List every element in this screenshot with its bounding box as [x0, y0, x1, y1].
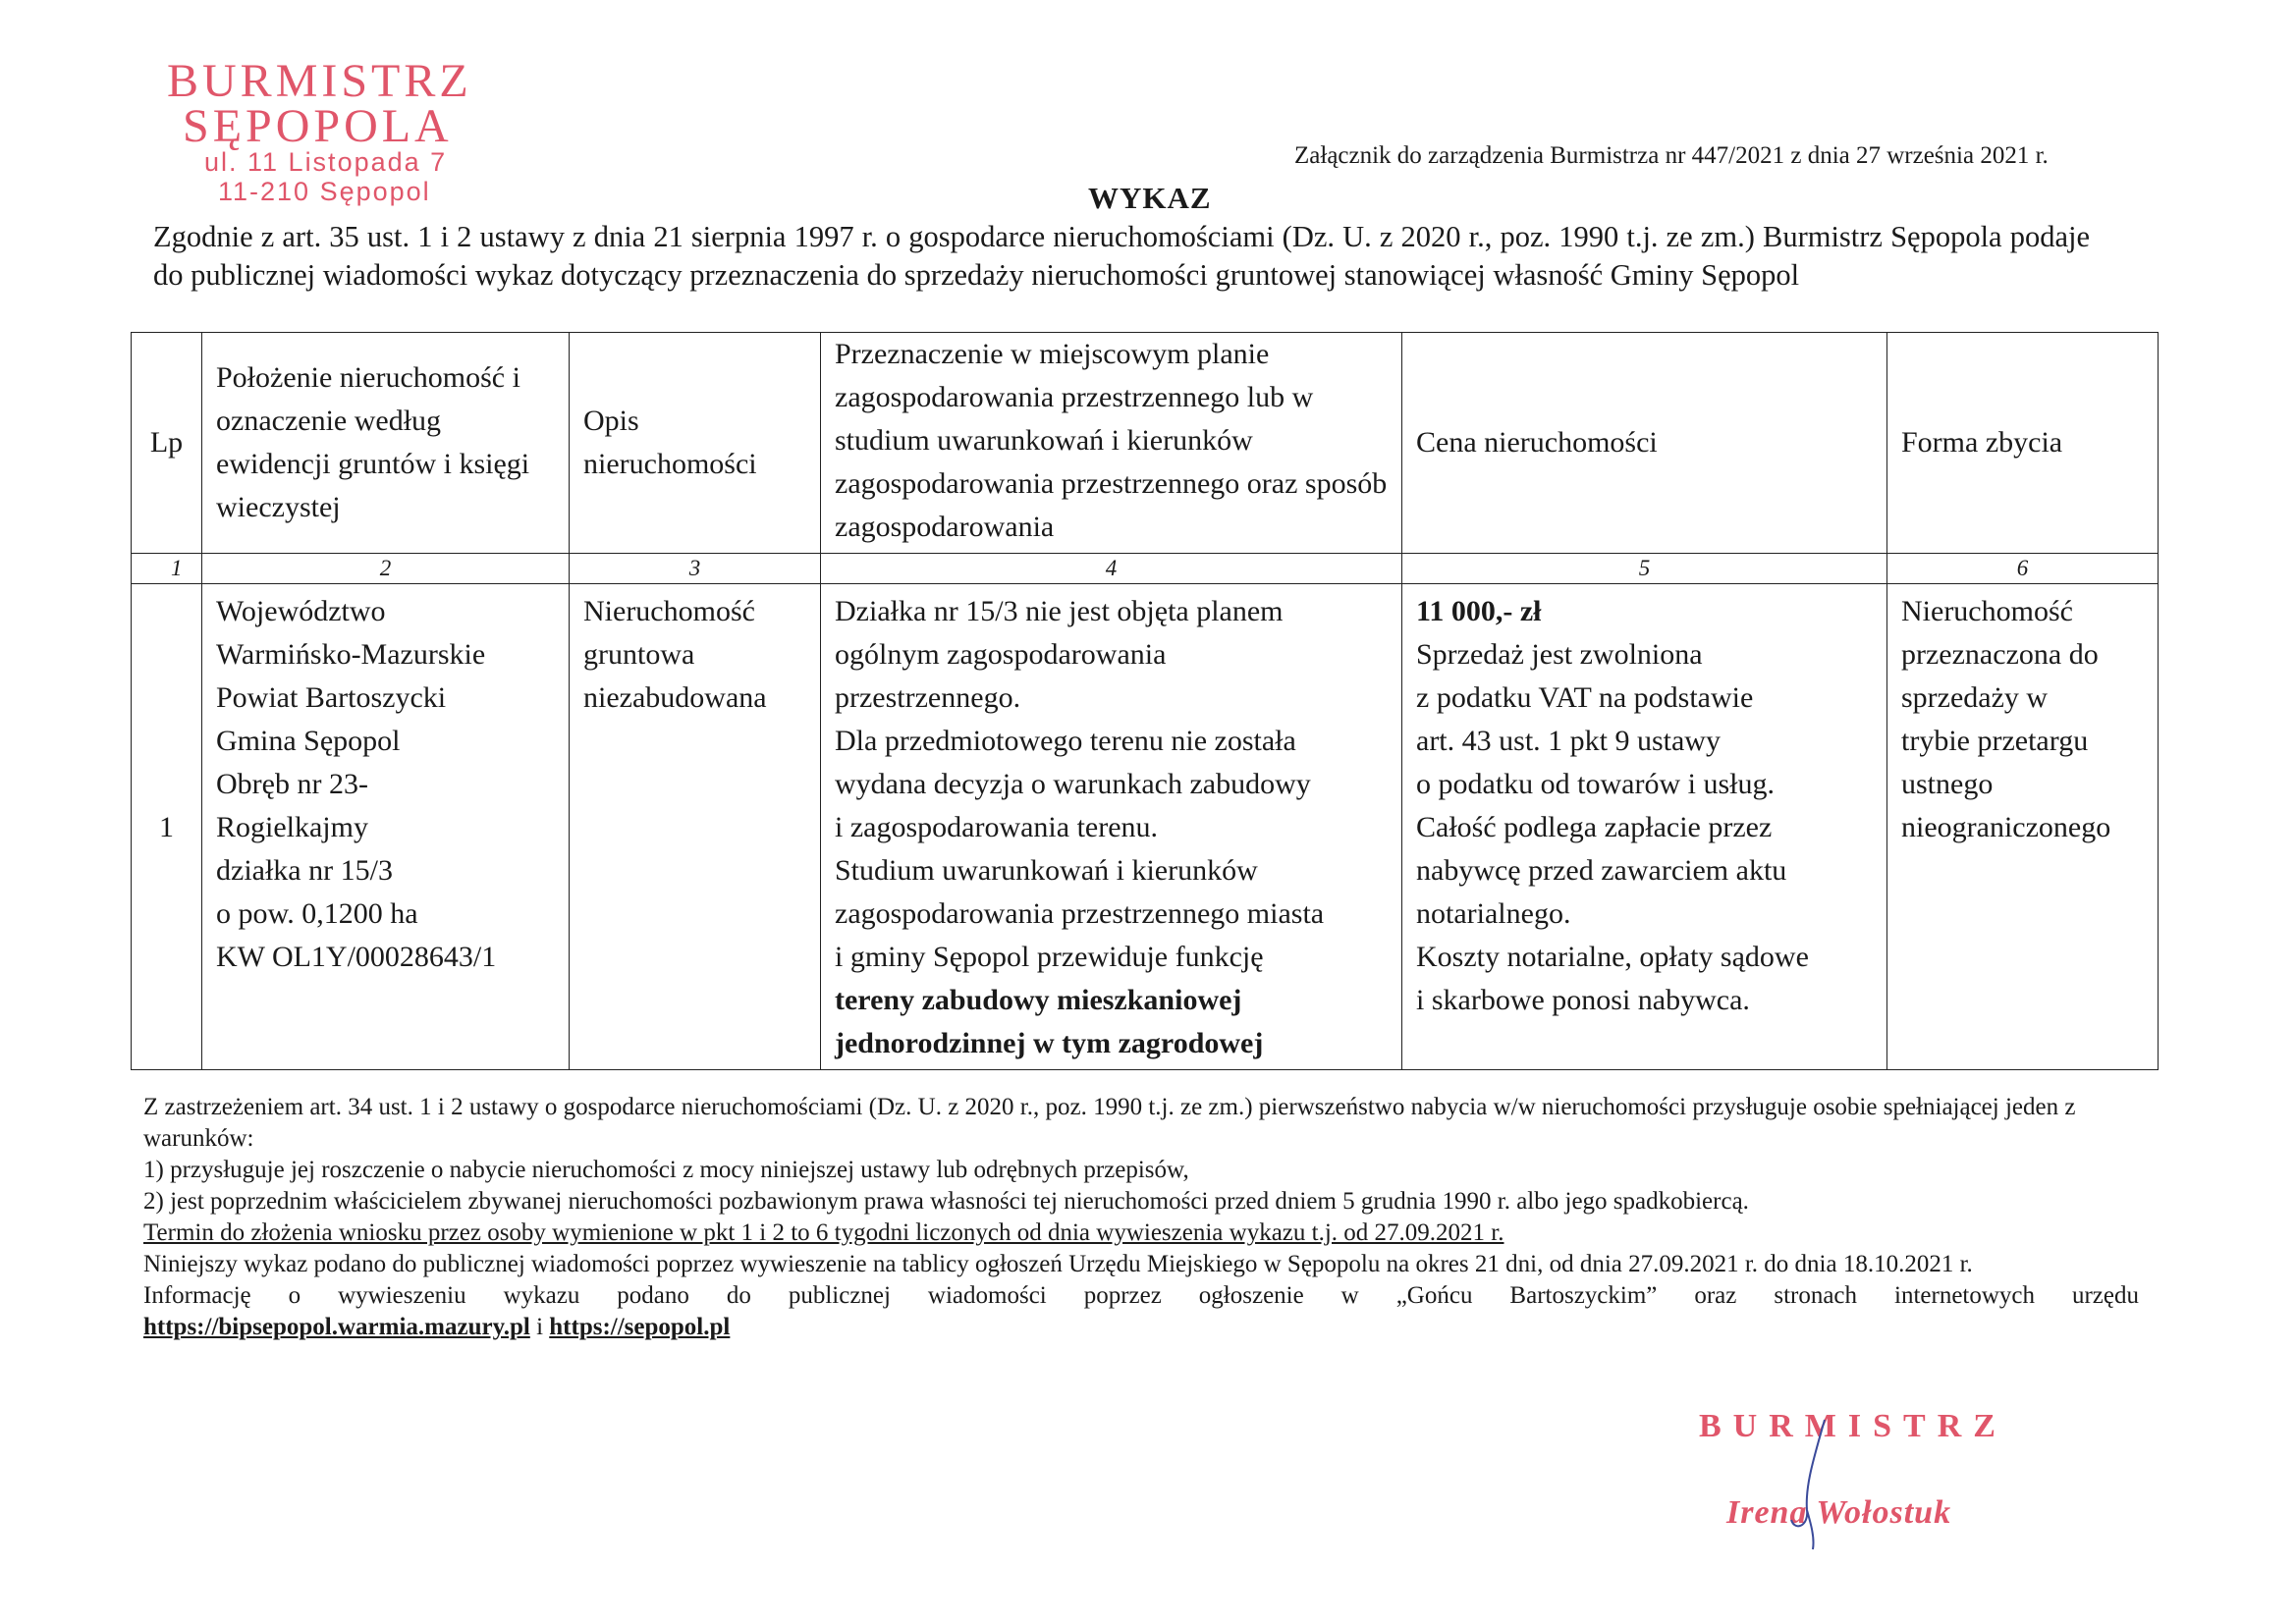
column-number: 5 [1402, 554, 1887, 584]
column-number: 1 [132, 554, 202, 584]
table-number-row [132, 554, 2159, 584]
column-number: 6 [1887, 554, 2159, 584]
purpose-line: ogólnym zagospodarowania [835, 638, 1167, 671]
column-number: 3 [570, 554, 821, 584]
row-form [1887, 584, 2159, 1070]
handwritten-signature-icon [1785, 1416, 1844, 1553]
purpose-line: i zagospodarowania terenu. [835, 811, 1159, 843]
purpose-function-line: jednorodzinnej w tym zagrodowej [835, 1027, 1264, 1059]
form-line: trybie przetargu [1901, 725, 2089, 757]
price-line: nabywcę przed zawarciem aktu [1416, 854, 1787, 887]
location-line: Warmińsko-Mazurskie [216, 638, 486, 671]
purpose-line: Dla przedmiotowego terenu nie została [835, 725, 1296, 757]
description-line: gruntowa [583, 638, 695, 671]
table-row [132, 584, 2159, 1070]
footer-notes [143, 1092, 2139, 1343]
row-description [570, 584, 821, 1070]
signature-title: BURMISTRZ [1699, 1408, 2007, 1444]
posting-note: Niniejszy wykaz podano do publicznej wiadomości poprzez wywieszenie na tablicy ogłoszeń Urzędu Miejskiego w Sępopolu na okres 21 dni, od dnia 27.09.2021 r. do dnia 18.10.2021 r. [143, 1251, 1973, 1277]
header-price: Cena nieruchomości [1402, 333, 1887, 554]
location-line: Rogielkajmy [216, 811, 368, 843]
description-line: Nieruchomość [583, 595, 755, 627]
form-line: nieograniczonego [1901, 811, 2111, 843]
location-line: Gmina Sępopol [216, 725, 401, 757]
condition-item-2: 2) jest poprzednim właścicielem zbywanej nieruchomości pozbawionym prawa własności tej nieruchomości przed dniem 5 grudnia 1990 r. albo jego spadkobiercą. [143, 1188, 1749, 1215]
stamp-line-1: BURMISTRZ [167, 55, 472, 107]
property-table [131, 332, 2159, 1070]
links-separator: i [529, 1314, 550, 1340]
price-line: i skarbowe ponosi nabywca. [1416, 984, 1750, 1016]
stamp-line-3: ul. 11 Listopada 7 [204, 147, 448, 177]
stamp-line-4: 11-210 Sępopol [218, 177, 431, 206]
price-line: art. 43 ust. 1 pkt 9 ustawy [1416, 725, 1721, 757]
row-location [202, 584, 570, 1070]
location-line: Województwo [216, 595, 386, 627]
location-line: Powiat Bartoszycki [216, 681, 447, 714]
header-location: Położenie nieruchomość i oznaczenie według ewidencji gruntów i księgi wieczystej [202, 333, 570, 554]
signature-name: Irena Wołostuk [1726, 1494, 1952, 1531]
form-line: sprzedaży w [1901, 681, 2049, 714]
row-price [1402, 584, 1887, 1070]
purpose-function-line: tereny zabudowy mieszkaniowej [835, 984, 1242, 1016]
price-value: 11 000,- zł [1416, 595, 1542, 627]
website-link[interactable]: https://sepopol.pl [549, 1314, 731, 1340]
price-line: Koszty notarialne, opłaty sądowe [1416, 941, 1809, 973]
price-line: o podatku od towarów i usług. [1416, 768, 1775, 800]
price-line: Całość podlega zapłacie przez [1416, 811, 1773, 843]
purpose-line: Działka nr 15/3 nie jest objęta planem [835, 595, 1284, 627]
header-lp: Lp [132, 333, 202, 554]
location-line: o pow. 0,1200 ha [216, 897, 418, 930]
table-header-row [132, 333, 2159, 554]
form-line: przeznaczona do [1901, 638, 2099, 671]
intro-paragraph: Zgodnie z art. 35 ust. 1 i 2 ustawy z dnia 21 sierpnia 1997 r. o gospodarce nieruchomościami (Dz. U. z 2020 r., poz. 1990 t.j. ze zm.) Burmistrz Sępopola podaje do publicznej wiadomości wykaz dotyczący przeznaczenia do sprzedaży nieruchomości gruntowej stanowiącej własność Gminy Sępopol [153, 220, 2090, 292]
row-purpose [821, 584, 1402, 1070]
purpose-line: wydana decyzja o warunkach zabudowy [835, 768, 1311, 800]
price-line: z podatku VAT na podstawie [1416, 681, 1754, 714]
condition-item-1: 1) przysługuje jej roszczenie o nabycie nieruchomości z mocy niniejszej ustawy lub odrębnych przepisów, [143, 1157, 1189, 1183]
links-line [143, 1312, 2139, 1343]
location-line: Obręb nr 23- [216, 768, 368, 800]
deadline-note: Termin do złożenia wniosku przez osoby wymienione w pkt 1 i 2 to 6 tygodni liczonych od dnia wywieszenia wykazu t.j. od 27.09.2021 r. [143, 1219, 1504, 1246]
price-line: notarialnego. [1416, 897, 1571, 930]
priority-paragraph: Z zastrzeżeniem art. 34 ust. 1 i 2 ustawy o gospodarce nieruchomościami (Dz. U. z 2020 r., poz. 1990 t.j. ze zm.) pierwszeństwo nabycia w/w nieruchomości przysługuje osobie spełniającej jeden z warunków: [143, 1094, 2076, 1152]
row-lp: 1 [132, 584, 202, 1070]
form-line: Nieruchomość [1901, 595, 2073, 627]
location-line: działka nr 15/3 [216, 854, 393, 887]
purpose-line: Studium uwarunkowań i kierunków [835, 854, 1258, 887]
price-line: Sprzedaż jest zwolniona [1416, 638, 1703, 671]
purpose-line: zagospodarowania przestrzennego miasta [835, 897, 1325, 930]
purpose-line: i gminy Sępopol przewiduje funkcję [835, 941, 1264, 973]
info-note: Informację o wywieszeniu wykazu podano do publicznej wiadomości poprzez ogłoszenie w „Gońcu Bartoszyckim” oraz stronach internetowych urzędu [143, 1282, 2139, 1309]
description-line: niezabudowana [583, 681, 767, 714]
document-title: WYKAZ [1088, 181, 1212, 215]
location-line: KW OL1Y/00028643/1 [216, 941, 497, 973]
header-purpose: Przeznaczenie w miejscowym planie zagospodarowania przestrzennego lub w studium uwarunkowań i kierunków zagospodarowania przestrzennego oraz sposób zagospodarowania [821, 333, 1402, 554]
header-description: Opis nieruchomości [570, 333, 821, 554]
purpose-line: przestrzennego. [835, 681, 1021, 714]
form-line: ustnego [1901, 768, 1994, 800]
column-number: 4 [821, 554, 1402, 584]
header-form: Forma zbycia [1887, 333, 2159, 554]
stamp-line-2: SĘPOPOLA [183, 100, 453, 152]
bip-link[interactable]: https://bipsepopol.warmia.mazury.pl [143, 1314, 530, 1340]
annex-note: Załącznik do zarządzenia Burmistrza nr 447/2021 z dnia 27 września 2021 r. [1294, 142, 2049, 169]
column-number: 2 [202, 554, 570, 584]
